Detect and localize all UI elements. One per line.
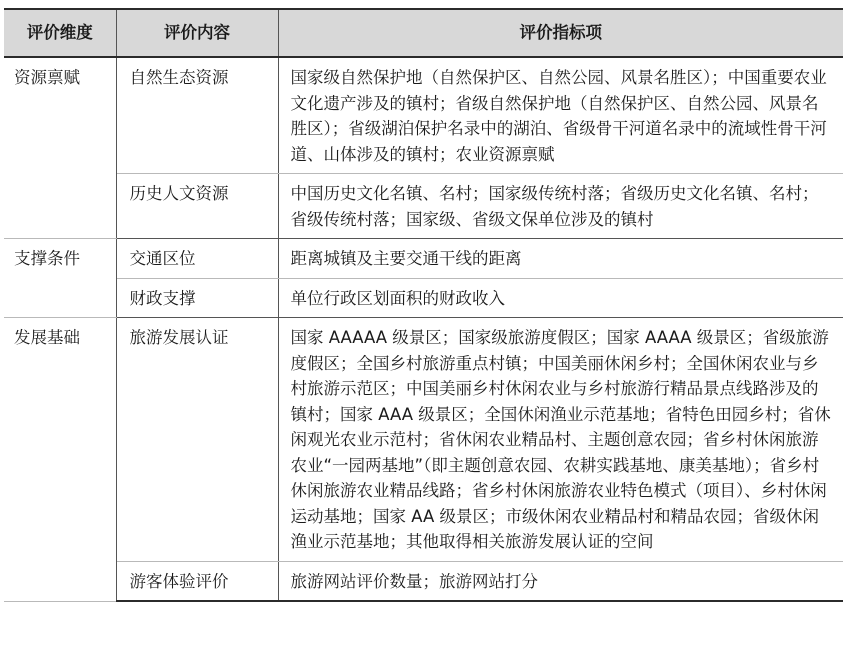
table-row [4,174,843,239]
indicators-cell: 国家 AAAAA 级景区；国家级旅游度假区；国家 AAAA 级景区；省级旅游度假区；全国乡村旅游重点村镇；中国美丽休闲乡村；全国休闲农业与乡村旅游示范区；中国美丽乡村休闲农业与乡村旅游行精品景点线路涉及的镇村；国家 AAA 级景区；全国休闲渔业示范基地；省特色田园乡村；省休闲观光农业示范村；省休闲农业精品村、主题创意农园；省乡村休闲旅游农业“一园两基地”（即主题创意农园、农耕实践基地、康美基地）；省乡村休闲旅游农业精品线路；省乡村休闲旅游农业特色模式（项目）、乡村休闲运动基地；国家 AA 级景区；市级休闲农业精品村和精品农园；省级休闲渔业示范基地；其他取得相关旅游发展认证的空间 [278,318,843,562]
content-cell: 财政支撑 [116,278,278,318]
table-row [4,239,843,279]
table-row [4,318,843,562]
content-cell: 历史人文资源 [116,174,278,239]
content-cell: 旅游发展认证 [116,318,278,562]
indicators-cell: 国家级自然保护地（自然保护区、自然公园、风景名胜区）；中国重要农业文化遗产涉及的镇村；省级自然保护地（自然保护区、自然公园、风景名胜区）；省级湖泊保护名录中的湖泊、省级骨干河道名录中的流域性骨干河道、山体涉及的镇村；农业资源禀赋 [278,57,843,174]
content-cell: 自然生态资源 [116,57,278,174]
table-row [4,561,843,601]
content-cell: 游客体验评价 [116,561,278,601]
dimension-cell: 资源禀赋 [4,57,116,239]
evaluation-table [4,8,843,602]
indicators-cell: 旅游网站评价数量；旅游网站打分 [278,561,843,601]
dimension-cell: 支撑条件 [4,239,116,318]
indicators-cell: 单位行政区划面积的财政收入 [278,278,843,318]
content-cell: 交通区位 [116,239,278,279]
dimension-cell: 发展基础 [4,318,116,602]
table-row [4,57,843,174]
header-content: 评价内容 [116,9,278,57]
header-dimension: 评价维度 [4,9,116,57]
table-header-row [4,9,843,57]
table-row [4,278,843,318]
header-indicators: 评价指标项 [278,9,843,57]
indicators-cell: 中国历史文化名镇、名村；国家级传统村落；省级历史文化名镇、名村；省级传统村落；国家级、省级文保单位涉及的镇村 [278,174,843,239]
indicators-cell: 距离城镇及主要交通干线的距离 [278,239,843,279]
evaluation-table-container [4,8,843,602]
